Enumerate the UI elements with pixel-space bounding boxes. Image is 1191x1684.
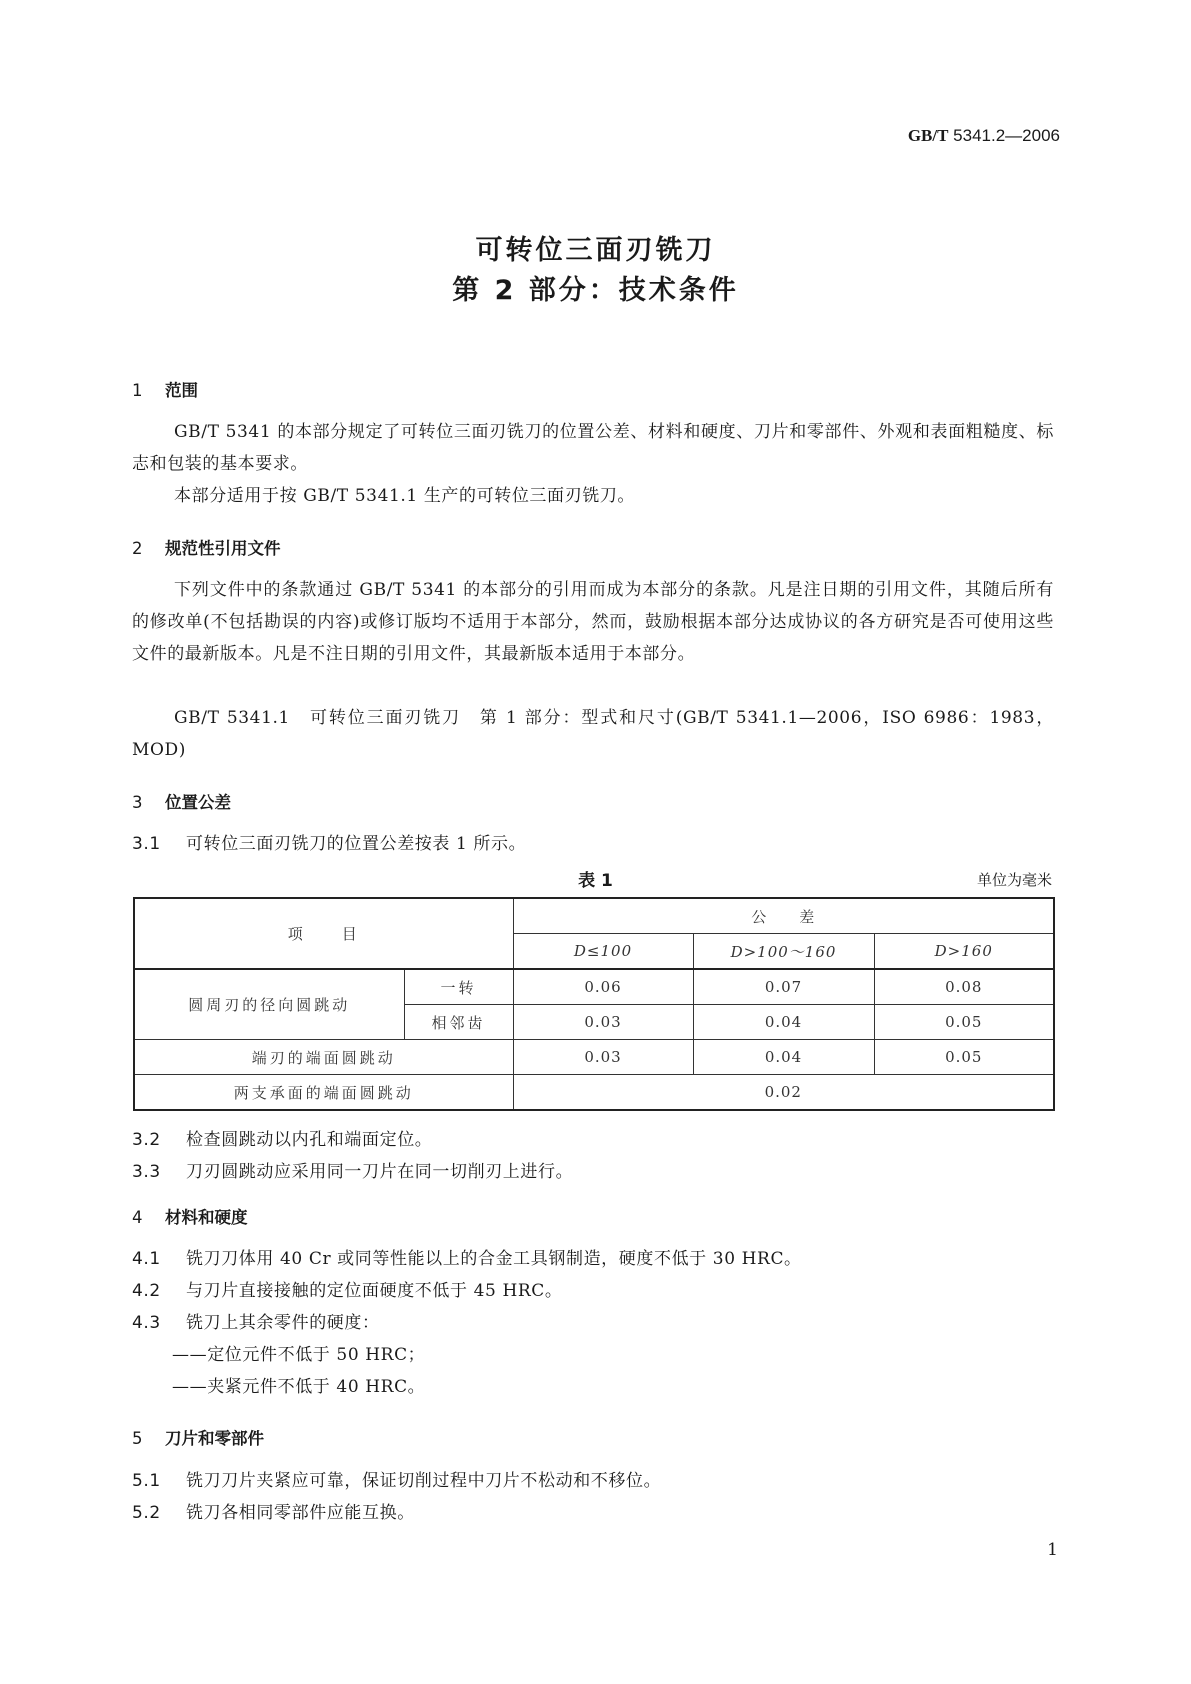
table-cell-value: 0.04 <box>693 1005 874 1040</box>
standard-prefix: GB/T <box>907 126 949 145</box>
clause-text: 铣刀各相同零部件应能互换。 <box>186 1503 415 1523</box>
table-cell-value: 0.03 <box>513 1040 693 1075</box>
table-cell-value: 0.05 <box>874 1005 1054 1040</box>
paragraph: 下列文件中的条款通过 GB/T 5341 的本部分的引用而成为本部分的条款。凡是注日期的引用文件，其随后所有的修改单(不包括勘误的内容)或修订版均不适用于本部分，然而，鼓励根据本部分达成协议的各方研究是否可使用这些文件的最新版本。凡是不注日期的引用文件，其最新版本适用于本部分。 <box>132 580 1054 664</box>
tolerance-table <box>133 897 1055 1111</box>
clause-text: 铣刀刀片夹紧应可靠，保证切削过程中刀片不松动和不移位。 <box>186 1471 662 1491</box>
clause-number: 4.1 <box>132 1249 161 1269</box>
section-title: 刀片和零部件 <box>165 1429 264 1448</box>
clause-text: 铣刀上其余零件的硬度： <box>186 1313 380 1333</box>
table-caption: 表 1 <box>578 871 613 891</box>
clause-number: 5.2 <box>132 1503 161 1523</box>
table-header-col: D>100～160 <box>693 934 874 970</box>
clause-4-3 <box>132 1307 380 1339</box>
clause-number: 3.1 <box>132 834 161 854</box>
clause-text: 可转位三面刃铣刀的位置公差按表 1 所示。 <box>186 834 527 854</box>
list-item: ——夹紧元件不低于 40 HRC。 <box>172 1377 426 1397</box>
table-cell-item: 端刃的端面圆跳动 <box>134 1040 513 1075</box>
standard-code: 5341.2—2006 <box>953 126 1060 145</box>
section-heading-2 <box>132 535 281 559</box>
section-title: 位置公差 <box>165 793 231 812</box>
table-cell-group: 圆周刃的径向圆跳动 <box>134 969 404 1040</box>
section-heading-5 <box>132 1425 264 1449</box>
table-row <box>134 1040 1054 1075</box>
table-cell-sub: 一转 <box>404 969 513 1005</box>
section-title: 规范性引用文件 <box>165 539 281 558</box>
table-row <box>134 969 1054 1005</box>
section-number: 3 <box>132 793 143 812</box>
table-cell-item: 两支承面的端面圆跳动 <box>134 1075 513 1111</box>
clause-number: 5.1 <box>132 1471 161 1491</box>
section-title: 范围 <box>165 381 198 400</box>
section-number: 5 <box>132 1429 143 1448</box>
section-heading-3 <box>132 789 231 813</box>
clause-3-3 <box>132 1156 573 1188</box>
table-header-col: D≤100 <box>513 934 693 970</box>
table-cell-merged-value: 0.02 <box>513 1075 1054 1111</box>
clause-4-1 <box>132 1243 802 1275</box>
clause-5-1 <box>132 1465 661 1497</box>
clause-text: 与刀片直接接触的定位面硬度不低于 45 HRC。 <box>186 1281 563 1301</box>
standard-number <box>908 126 1060 146</box>
table-cell-value: 0.07 <box>693 969 874 1005</box>
clause-3-2 <box>132 1124 432 1156</box>
table-row <box>134 1075 1054 1111</box>
table-cell-value: 0.08 <box>874 969 1054 1005</box>
document-subtitle: 第 2 部分：技术条件 <box>452 275 739 306</box>
table-cell-value: 0.03 <box>513 1005 693 1040</box>
table-unit: 单位为毫米 <box>976 871 1052 889</box>
clause-number: 4.3 <box>132 1313 161 1333</box>
clause-text: 检查圆跳动以内孔和端面定位。 <box>186 1130 433 1150</box>
page-number: 1 <box>1047 1540 1058 1560</box>
clause-number: 4.2 <box>132 1281 161 1301</box>
table-header-item: 项 目 <box>134 898 513 969</box>
table-cell-value: 0.04 <box>693 1040 874 1075</box>
section-number: 4 <box>132 1208 143 1227</box>
clause-5-2 <box>132 1497 415 1529</box>
document-title: 可转位三面刃铣刀 <box>475 235 716 266</box>
section-heading-4 <box>132 1204 248 1228</box>
paragraph: 本部分适用于按 GB/T 5341.1 生产的可转位三面刃铣刀。 <box>174 486 636 506</box>
section-number: 1 <box>132 381 143 400</box>
table-header-tolerance: 公 差 <box>513 898 1054 934</box>
table-cell-value: 0.05 <box>874 1040 1054 1075</box>
section-title: 材料和硬度 <box>165 1208 248 1227</box>
clause-4-2 <box>132 1275 562 1307</box>
table-cell-value: 0.06 <box>513 969 693 1005</box>
normative-reference: GB/T 5341.1 可转位三面刃铣刀 第 1 部分：型式和尺寸(GB/T 5341.1—2006，ISO 6986：1983，MOD) <box>132 708 1054 760</box>
paragraph: GB/T 5341 的本部分规定了可转位三面刃铣刀的位置公差、材料和硬度、刀片和零部件、外观和表面粗糙度、标志和包装的基本要求。 <box>132 422 1054 474</box>
table-cell-sub: 相邻齿 <box>404 1005 513 1040</box>
clause-number: 3.2 <box>132 1130 161 1150</box>
clause-3-1 <box>132 828 526 860</box>
clause-number: 3.3 <box>132 1162 161 1182</box>
section-number: 2 <box>132 539 143 558</box>
clause-text: 刀刃圆跳动应采用同一刀片在同一切削刃上进行。 <box>186 1162 574 1182</box>
table-header-col: D>160 <box>874 934 1054 970</box>
list-item: ——定位元件不低于 50 HRC； <box>172 1345 426 1365</box>
section-heading-1 <box>132 377 198 401</box>
clause-text: 铣刀刀体用 40 Cr 或同等性能以上的合金工具钢制造，硬度不低于 30 HRC。 <box>186 1249 802 1269</box>
